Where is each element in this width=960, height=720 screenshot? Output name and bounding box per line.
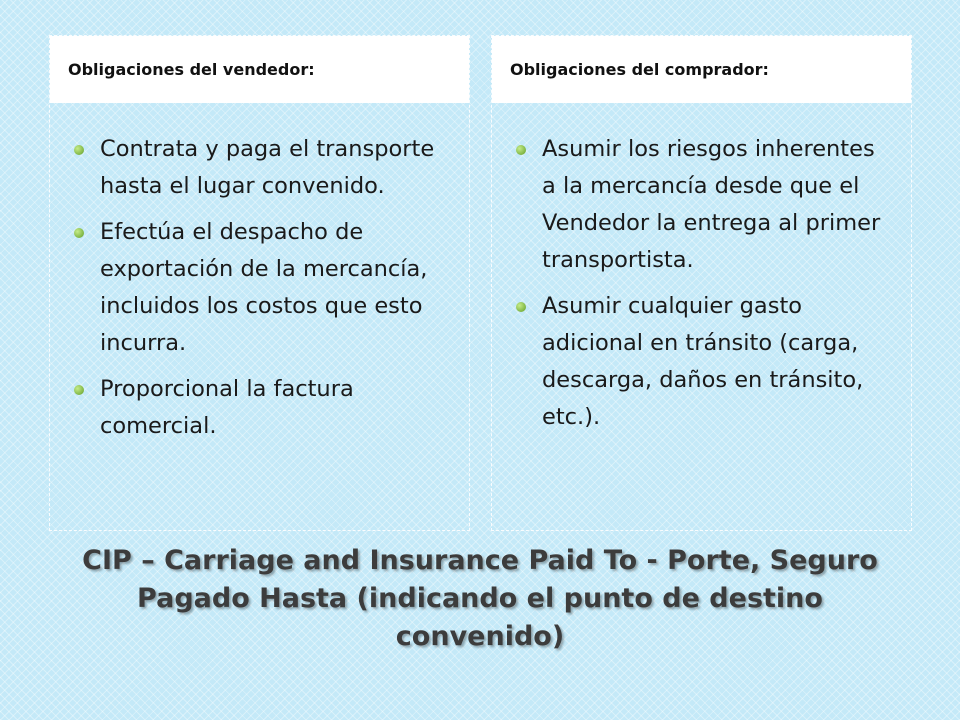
- list-item: [74, 371, 451, 445]
- list-item: [516, 288, 893, 436]
- seller-column: [49, 35, 470, 531]
- slide-title: CIP – Carriage and Insurance Paid To - Porte, Seguro Pagado Hasta (indicando el punto de destino convenido): [82, 545, 878, 652]
- buyer-obligations-list: [516, 131, 893, 436]
- bullet-icon: [516, 145, 526, 155]
- list-item: [74, 214, 451, 362]
- seller-obligations-list: [74, 131, 451, 445]
- buyer-column: [491, 35, 912, 531]
- list-item: [516, 131, 893, 279]
- buyer-item-2: Asumir cualquier gasto adicional en tránsito (carga, descarga, daños en tránsito, etc.).: [542, 293, 864, 430]
- bullet-icon: [74, 385, 84, 395]
- bullet-icon: [516, 302, 526, 312]
- seller-item-2: Efectúa el despacho de exportación de la mercancía, incluidos los costos que esto incurra.: [100, 219, 428, 356]
- buyer-item-1: Asumir los riesgos inherentes a la mercancía desde que el Vendedor la entrega al primer transportista.: [542, 136, 881, 273]
- seller-item-3: Proporcional la factura comercial.: [100, 376, 354, 439]
- list-item: [74, 131, 451, 205]
- buyer-header: Obligaciones del comprador:: [492, 36, 911, 103]
- seller-item-1: Contrata y paga el transporte hasta el lugar convenido.: [100, 136, 435, 199]
- bullet-icon: [74, 228, 84, 238]
- seller-header: Obligaciones del vendedor:: [50, 36, 469, 103]
- buyer-body: [492, 103, 911, 436]
- seller-body: [50, 103, 469, 445]
- bullet-icon: [74, 145, 84, 155]
